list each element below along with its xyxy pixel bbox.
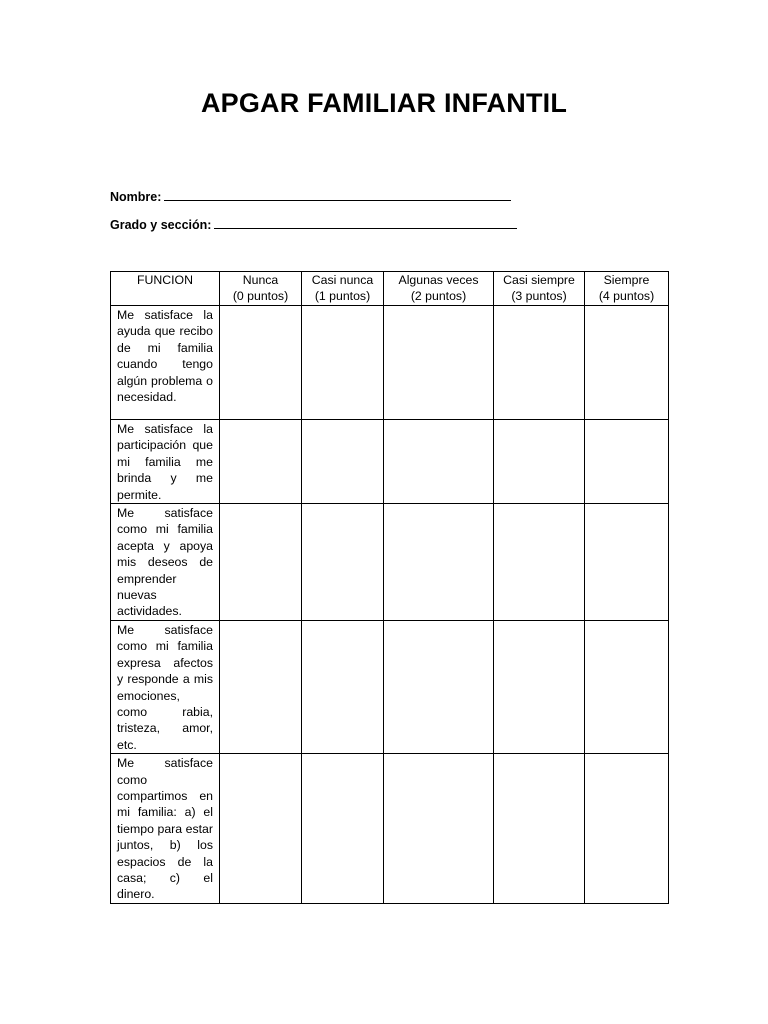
funcion-text: Me satisface como mi familia acepta y apoya mis deseos de emprender nuevas actividades. bbox=[111, 504, 220, 621]
answer-cell-nunca[interactable] bbox=[220, 306, 302, 420]
answer-cell-casi-siempre[interactable] bbox=[494, 504, 585, 621]
nombre-label: Nombre: bbox=[110, 190, 162, 204]
answer-cell-algunas-veces[interactable] bbox=[384, 504, 494, 621]
answer-cell-nunca[interactable] bbox=[220, 420, 302, 504]
answer-cell-nunca[interactable] bbox=[220, 620, 302, 753]
answer-cell-siempre[interactable] bbox=[585, 504, 669, 621]
answer-cell-casi-siempre[interactable] bbox=[494, 420, 585, 504]
grado-seccion-field[interactable] bbox=[110, 216, 517, 232]
answer-cell-casi-nunca[interactable] bbox=[302, 620, 384, 753]
answer-cell-casi-nunca[interactable] bbox=[302, 306, 384, 420]
answer-cell-algunas-veces[interactable] bbox=[384, 420, 494, 504]
table-row bbox=[111, 620, 669, 753]
table-row bbox=[111, 754, 669, 904]
funcion-text: Me satisface como compartimos en mi familia: a) el tiempo para estar juntos, b) los espacios de la casa; c) el dinero. bbox=[111, 754, 220, 904]
answer-cell-siempre[interactable] bbox=[585, 420, 669, 504]
header-casi-nunca: Casi nunca (1 puntos) bbox=[302, 272, 384, 306]
answer-cell-nunca[interactable] bbox=[220, 504, 302, 621]
answer-cell-casi-siempre[interactable] bbox=[494, 306, 585, 420]
answer-cell-siempre[interactable] bbox=[585, 306, 669, 420]
header-algunas-veces: Algunas veces (2 puntos) bbox=[384, 272, 494, 306]
header-funcion: FUNCION bbox=[111, 272, 220, 306]
answer-cell-algunas-veces[interactable] bbox=[384, 306, 494, 420]
answer-cell-casi-nunca[interactable] bbox=[302, 420, 384, 504]
nombre-blank-line[interactable] bbox=[164, 188, 511, 201]
answer-cell-casi-siempre[interactable] bbox=[494, 754, 585, 904]
funcion-text: Me satisface la participación que mi familia me brinda y me permite. bbox=[111, 420, 220, 504]
header-nunca: Nunca (0 puntos) bbox=[220, 272, 302, 306]
answer-cell-casi-siempre[interactable] bbox=[494, 620, 585, 753]
document-title: APGAR FAMILIAR INFANTIL bbox=[200, 88, 568, 118]
answer-cell-casi-nunca[interactable] bbox=[302, 504, 384, 621]
header-siempre: Siempre (4 puntos) bbox=[585, 272, 669, 306]
table-row bbox=[111, 420, 669, 504]
grado-seccion-blank-line[interactable] bbox=[214, 216, 517, 229]
nombre-field[interactable] bbox=[110, 188, 511, 204]
grado-seccion-label: Grado y sección: bbox=[110, 218, 212, 232]
apgar-table bbox=[110, 271, 669, 904]
header-casi-siempre: Casi siempre (3 puntos) bbox=[494, 272, 585, 306]
answer-cell-algunas-veces[interactable] bbox=[384, 620, 494, 753]
answer-cell-algunas-veces[interactable] bbox=[384, 754, 494, 904]
funcion-text: Me satisface como mi familia expresa afectos y responde a mis emociones, como rabia, tristeza, amor, etc. bbox=[111, 620, 220, 753]
funcion-text: Me satisface la ayuda que recibo de mi familia cuando tengo algún problema o necesidad. bbox=[111, 306, 220, 420]
answer-cell-nunca[interactable] bbox=[220, 754, 302, 904]
table-row bbox=[111, 306, 669, 420]
answer-cell-siempre[interactable] bbox=[585, 754, 669, 904]
answer-cell-casi-nunca[interactable] bbox=[302, 754, 384, 904]
answer-cell-siempre[interactable] bbox=[585, 620, 669, 753]
table-row bbox=[111, 504, 669, 621]
table-header-row bbox=[111, 272, 669, 306]
